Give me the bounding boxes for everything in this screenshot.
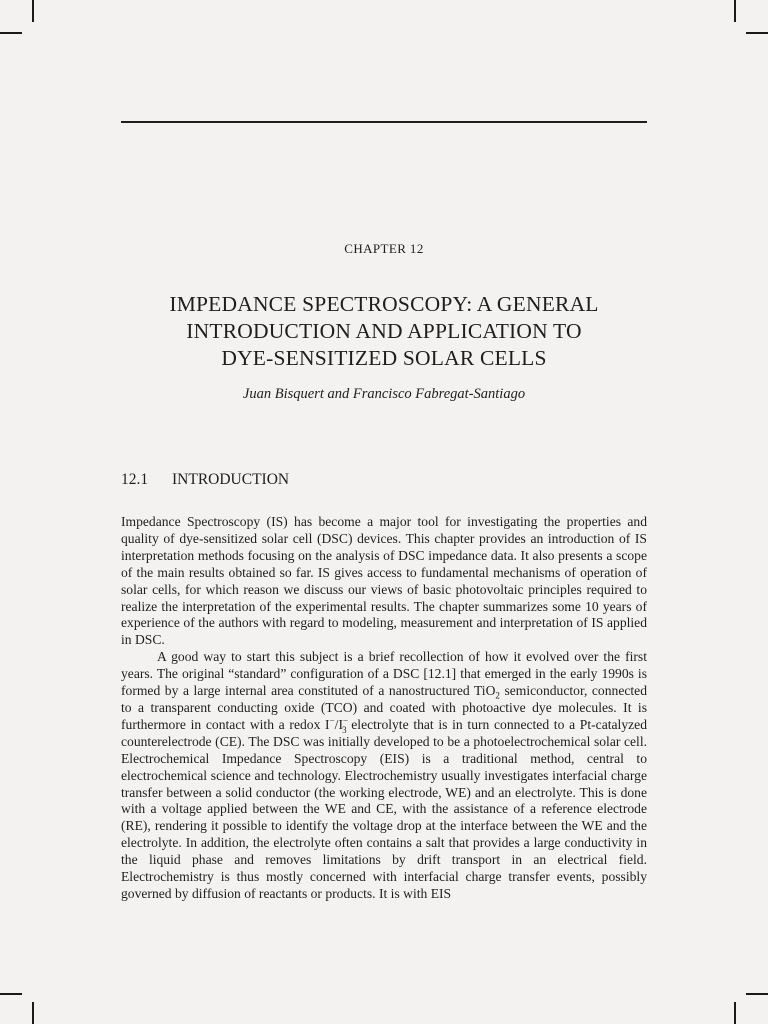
section-number: 12.1	[121, 471, 149, 488]
crop-mark-bottom-right-vertical	[734, 1002, 736, 1024]
paragraph-text: electrolyte that is in turn connected to a Pt-catalyzed counterelectrode (CE). The DSC was initially developed to be a photoelectrochemical solar cell. Electrochemical Impedance Spectroscopy (EIS) is a traditional method, central to electrochemical science and technology. Electrochemistry usually investigates interfacial charge transfer between a solid conductor (the working electrode, WE) and an electrolyte. This is done with a voltage applied between the WE and CE, with the assistance of a reference electrode (RE), rendering it possible to identify the voltage drop at the interface between the WE and the electrolyte. In addition, the electrolyte often contains a salt that provides a large conductivity in the liquid phase and removes limitations by drift transport in an electrical field. Electrochemistry is thus mostly concerned with interfacial charge transfer events, possibly governed by diffusion of reactants or products. It is with EIS	[121, 716, 647, 901]
header-rule	[121, 121, 647, 123]
chapter-title-line: INTRODUCTION AND APPLICATION TO	[186, 319, 582, 343]
paragraph-text: A good way to start this subject is a brief recollection of how it evolved over the first years. The original “standard” configuration of a DSC [12.1] that emerged in the early 1990s is formed by a large internal area constituted of a nanostructured TiO	[121, 649, 647, 699]
crop-mark-top-right-vertical	[734, 0, 736, 22]
paragraph: Impedance Spectroscopy (IS) has become a major tool for investigating the properties and quality of dye-sensitized solar cell (DSC) devices. This chapter provides an introduction of IS interpretation methods focusing on the analysis of DSC impedance data. It also presents a scope of the main results obtained so far. IS gives access to fundamental mechanisms of operation of solar cells, for which reason we discuss our views of basic photovoltaic principles required to realize the interpretation of the experimental results. The chapter summarizes some 10 years of experience of the authors with regard to modeling, measurement and interpretation of IS applied in DSC.	[121, 514, 647, 648]
paragraph-text: semiconductor, connected to a transparent conducting oxide (TCO) and coated with photoactive dye molecules. It is furthermore in contact with a redox I	[121, 683, 647, 732]
crop-mark-top-left-horizontal	[0, 32, 22, 34]
subscript: 3	[342, 724, 347, 735]
section-title: INTRODUCTION	[172, 471, 290, 488]
section-heading	[121, 471, 289, 489]
body-text	[121, 514, 647, 903]
superscript: −	[329, 715, 335, 726]
crop-mark-bottom-left-vertical	[32, 1002, 34, 1024]
crop-mark-top-right-horizontal	[746, 32, 768, 34]
chapter-title-line: IMPEDANCE SPECTROSCOPY: A GENERAL	[169, 292, 599, 316]
paragraph-text: /I	[334, 716, 343, 732]
chapter-title-line: DYE-SENSITIZED SOLAR CELLS	[221, 346, 547, 370]
chapter-label: CHAPTER 12	[344, 241, 424, 256]
subscript: 2	[495, 690, 500, 701]
crop-mark-bottom-left-horizontal	[0, 993, 22, 995]
crop-mark-top-left-vertical	[32, 0, 34, 22]
authors: Juan Bisquert and Francisco Fabregat-Santiago	[242, 386, 526, 402]
crop-mark-bottom-right-horizontal	[746, 993, 768, 995]
paragraph	[121, 649, 647, 903]
chapter-title	[100, 291, 668, 372]
superscript: −	[342, 715, 349, 726]
